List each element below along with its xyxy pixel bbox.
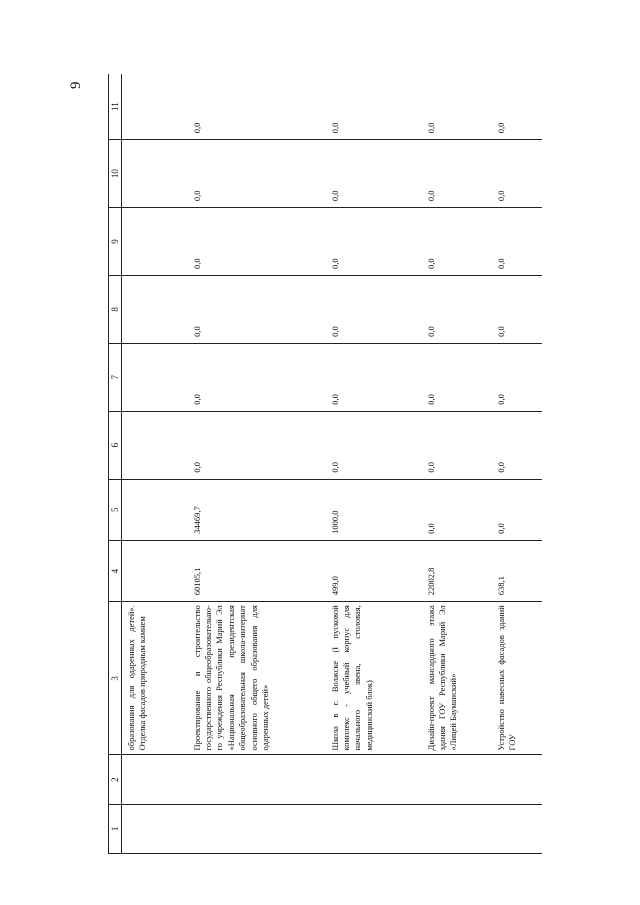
table-cell	[122, 208, 188, 276]
table-cell	[422, 804, 492, 853]
table-cell: 0,0	[492, 208, 542, 276]
table-cell	[122, 540, 188, 601]
column-header-7: 7	[109, 343, 122, 411]
column-header-5: 5	[109, 479, 122, 540]
column-header-9: 9	[109, 208, 122, 276]
column-header-10: 10	[109, 140, 122, 208]
column-header-4: 4	[109, 540, 122, 601]
data-table	[108, 74, 542, 854]
table-cell	[326, 755, 422, 804]
table-cell: 0,0	[422, 411, 492, 479]
table-cell: 0,0	[326, 208, 422, 276]
table-cell	[122, 343, 188, 411]
column-header-11: 11	[109, 74, 122, 140]
table-cell: 0,0	[422, 275, 492, 343]
table-cell	[188, 755, 326, 804]
table-cell: 0,0	[188, 140, 326, 208]
table-cell: 0,0	[326, 343, 422, 411]
table-cell: 0,0	[492, 479, 542, 540]
table-cell	[122, 755, 188, 804]
table-cell: 0,0	[188, 275, 326, 343]
table-cell	[122, 411, 188, 479]
table-cell: 34469,7	[188, 479, 326, 540]
table-cell: 0,0	[188, 343, 326, 411]
table-row	[122, 74, 188, 854]
column-header-3: 3	[109, 602, 122, 755]
table-cell	[122, 140, 188, 208]
object-description-cell: образования для одаренных детей». Отделка фасадов природным камнем	[122, 602, 188, 755]
table-cell: 60105,1	[188, 540, 326, 601]
table-row	[492, 74, 542, 854]
table-cell: 0,0	[492, 275, 542, 343]
header-row	[109, 74, 122, 854]
table-cell: 0,0	[422, 208, 492, 276]
table-cell: 0,0	[326, 140, 422, 208]
object-description-cell: Дизайн-проект мансардного этажа здания ГОУ Республики Марий Эл «Лицей Бауманский»	[422, 602, 492, 755]
table-cell: 0,0	[492, 140, 542, 208]
table-row	[422, 74, 492, 854]
table-cell: 0,0	[188, 208, 326, 276]
page-number: 9	[68, 81, 84, 89]
column-header-8: 8	[109, 275, 122, 343]
table-body	[122, 74, 542, 854]
table-cell	[122, 804, 188, 853]
table-cell	[122, 74, 188, 140]
table-cell: 0,0	[422, 74, 492, 140]
table-cell	[188, 804, 326, 853]
table-cell	[122, 479, 188, 540]
table-cell: 0,0	[422, 479, 492, 540]
rotated-page	[68, 74, 528, 854]
table-cell	[492, 755, 542, 804]
table-cell: 0,0	[326, 411, 422, 479]
object-description-cell: Проектирование и строительство государственного общеобразовательно-го учреждения Республики Марий Эл «Национальная президентская общеобразовательная школа-интернат основного общего образования для одаренных детей»	[188, 602, 326, 755]
table-cell: 0,0	[492, 411, 542, 479]
table-row	[326, 74, 422, 854]
table-cell	[492, 804, 542, 853]
table-cell	[122, 275, 188, 343]
table-cell: 22002,8	[422, 540, 492, 601]
table-row	[188, 74, 326, 854]
table-cell	[422, 755, 492, 804]
table-cell	[326, 804, 422, 853]
table-cell: 0,0	[326, 74, 422, 140]
table-cell: 638,1	[492, 540, 542, 601]
table-cell: 0,0	[188, 74, 326, 140]
column-header-6: 6	[109, 411, 122, 479]
table-cell: 499,0	[326, 540, 422, 601]
column-header-2: 2	[109, 755, 122, 804]
object-description-cell: Устройство навесных фасадов зданий ГОУ	[492, 602, 542, 755]
table-cell: 0,0	[422, 140, 492, 208]
table-cell: 1000,0	[326, 479, 422, 540]
table-cell: 0,0	[326, 275, 422, 343]
table-cell: 0,0	[492, 74, 542, 140]
table-cell: 0,0	[422, 343, 492, 411]
table-cell: 0,0	[492, 343, 542, 411]
object-description-cell: Школа в г. Волжске (I пусковой комплекс - учебный корпус для начального звена, столовая, медицинский блок)	[326, 602, 422, 755]
table-cell: 0,0	[188, 411, 326, 479]
column-header-1: 1	[109, 804, 122, 853]
